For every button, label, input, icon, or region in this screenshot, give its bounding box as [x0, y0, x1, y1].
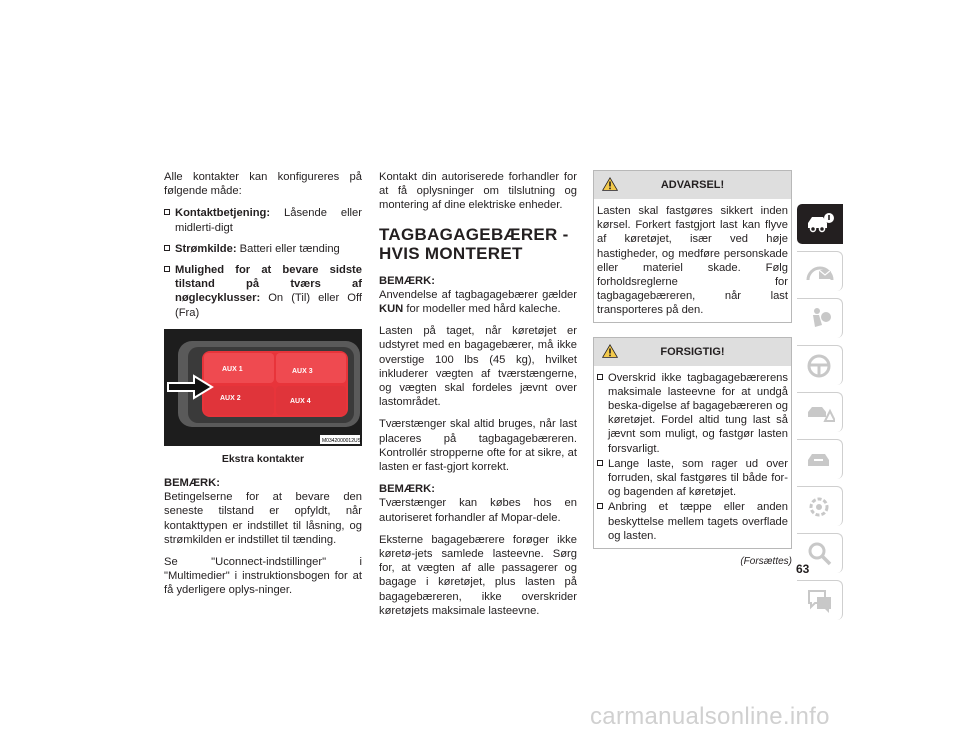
checkbox-bullet-icon: [597, 460, 603, 466]
aux-4-label: AUX 4: [290, 397, 311, 405]
warning-box: [593, 170, 792, 323]
bullet-item: [164, 263, 362, 320]
intro-text: Alle kontakter kan konfigureres på følgende måde:: [164, 171, 362, 198]
note-text: Betingelserne for at bevare den seneste tilstand er opfyldt, når kontakttypen er indstillet til låsning, og strømkilden er indstillet til tænding.: [164, 491, 362, 546]
checkbox-bullet-icon: [597, 503, 603, 509]
dashboard-message-icon: [805, 258, 835, 286]
tab-service[interactable]: [797, 439, 843, 479]
note-text: Tværstænger kan købes hos en autoriseret forhandler af Mopar-dele.: [379, 497, 577, 524]
bullet-label: Mulighed for at bevare sidste tilstand på tværs af nøglecyklusser:: [175, 264, 362, 305]
tab-starting[interactable]: [797, 345, 843, 385]
bullet-text: Låsende eller midlerti-digt: [175, 207, 362, 234]
caution-header: [594, 338, 791, 366]
caution-text: Lange laste, som rager ud over forruden, skal fastgøres til både for- og bagenden af køretøjet.: [608, 457, 788, 499]
caution-box: [593, 337, 792, 549]
note-block: [379, 482, 577, 525]
specifications-icon: [805, 493, 835, 521]
intro-text: Kontakt din autoriserede forhandler for at få oplysninger om tilslutning og montering af dine elektriske enheder.: [379, 171, 577, 212]
aux-switches-photo: [164, 329, 362, 446]
tab-dashboard[interactable]: [797, 251, 843, 291]
warning-title: ADVARSEL!: [660, 179, 725, 191]
steering-wheel-icon: [805, 352, 835, 380]
note-block: [164, 476, 362, 547]
caution-item: [597, 457, 788, 500]
checkbox-bullet-icon: [597, 374, 603, 380]
note-text: for modeller med hård kaleche.: [406, 303, 561, 316]
aux-1-label: AUX 1: [222, 365, 243, 373]
warning-text: Lasten skal fastgøres sikkert inden kørsel. Forkert fastgjort last kan flyve af køretøjet, især ved høje hastigheder, og medføre personskade eller materiel skade. Følg forholdsreglerne for tagbagagebæreren, når last transporteres på den.: [597, 205, 788, 317]
reference-text: Se "Uconnect-indstillinger" i "Multimedier" i instruktionsbogen for at få yderligere oplys-ninger.: [164, 556, 362, 597]
column-2: [379, 170, 577, 626]
bullet-text: On (Til) eller Off (Fra): [175, 292, 362, 319]
note-label: BEMÆRK:: [379, 483, 435, 496]
figure-code: M0342000012US: [322, 437, 361, 444]
continued-label: (Forsættes): [740, 556, 792, 568]
warning-header: [594, 171, 791, 199]
car-info-icon: [805, 210, 835, 236]
tab-specifications[interactable]: [797, 486, 843, 526]
caution-text: Overskrid ikke tagbagagebærerens maksimale lasteevne for at undgå beska-digelse af bagagebæreren og køretøjet. Fordel altid tung last så jævnt som muligt, og fastgør lasten forsvarligt.: [608, 371, 788, 455]
aux-2-label: AUX 2: [220, 394, 241, 402]
search-icon: [805, 540, 835, 568]
capacity-text: Eksterne bagagebærere forøger ikke køretø-jets samlede lasteevne. Sørg for, at vægten af alle passagerer og bagage i køretøjet, plus lasten på bagagebæreren, ikke overskrider køretøjets maksimale lasteevne.: [379, 533, 577, 617]
language-icon: [805, 587, 835, 615]
service-car-icon: [805, 446, 835, 474]
tab-emergency[interactable]: [797, 392, 843, 432]
airbag-icon: [805, 305, 835, 333]
crossbars-text: Tværstænger skal altid bruges, når last placeres på tagbagagebæreren. Kontrollér stropperne ofte for at sikre, at lasten er fast-gjort korrekt.: [379, 418, 577, 474]
load-limit-text: Lasten på taget, når køretøjet er udstyret med en bagagebærer, må ikke overstige 100 lbs (45 kg), hvilket inkluderer vægten af tværstængerne, og vægten skal fordeles jævnt over lastområdet.: [379, 325, 577, 409]
bullet-text: Batteri eller tænding: [239, 242, 340, 255]
tab-safety[interactable]: [797, 298, 843, 338]
bullet-item: [164, 206, 362, 234]
caution-triangle-icon: [602, 344, 618, 358]
aux-3-label: AUX 3: [292, 367, 313, 375]
column-1: [164, 170, 362, 606]
checkbox-bullet-icon: [164, 245, 170, 251]
tab-languages[interactable]: [797, 580, 843, 620]
caution-item: [597, 371, 788, 456]
checkbox-bullet-icon: [164, 209, 170, 215]
note-label: BEMÆRK:: [164, 477, 220, 490]
warning-triangle-icon: [602, 177, 618, 191]
note-text: Anvendelse af tagbagagebærer gælder: [379, 288, 577, 301]
breakdown-icon: [805, 399, 835, 427]
column-3: [593, 170, 792, 569]
checkbox-bullet-icon: [164, 266, 170, 272]
section-heading: TAGBAGAGEBÆRER - HVIS MONTERET: [379, 224, 569, 263]
caution-text: Anbring et tæppe eller anden beskyttelse mellem tagets overflade og lasten.: [608, 501, 788, 542]
page-number: 63: [796, 562, 810, 576]
tab-car-info[interactable]: [797, 204, 843, 244]
caution-item: [597, 500, 788, 543]
bullet-label: Kontaktbetjening:: [175, 207, 271, 220]
bullet-label: Strømkilde:: [175, 242, 237, 255]
caution-title: FORSIGTIG!: [660, 345, 725, 358]
watermark: carmanualsonline.info: [590, 703, 830, 730]
note-emphasis: KUN: [379, 303, 404, 316]
aux-switches-figure: [164, 329, 362, 446]
note-label: BEMÆRK:: [379, 274, 435, 287]
caution-body: [594, 366, 791, 548]
note-block: [379, 274, 577, 317]
warning-body: [594, 199, 791, 322]
figure-caption: Ekstra kontakter: [221, 452, 305, 465]
bullet-item: [164, 242, 362, 256]
